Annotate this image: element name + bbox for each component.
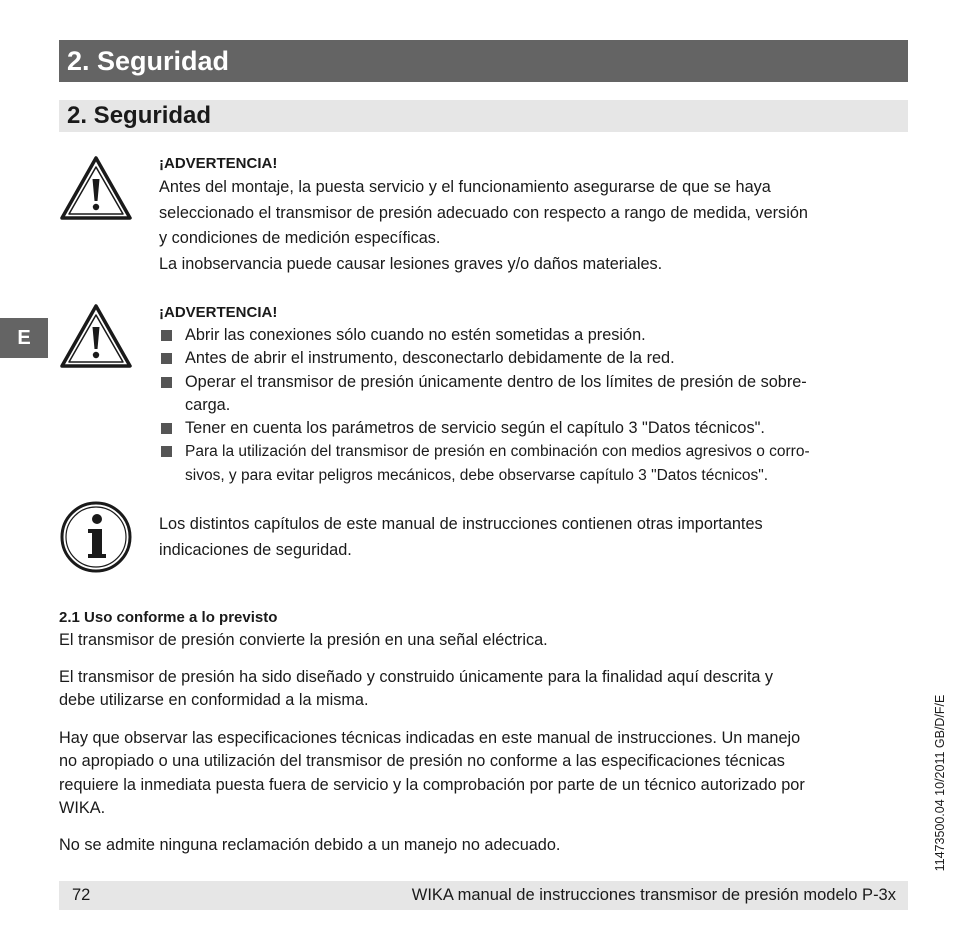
list-item: Tener en cuenta los parámetros de servicio según el capítulo 3 "Datos técnicos".: [159, 417, 919, 440]
warning-block-2: [159, 302, 919, 487]
section-title-bar: 2. Seguridad: [59, 100, 908, 132]
info-icon: [59, 500, 133, 574]
warning-heading-1: ¡ADVERTENCIA!: [159, 155, 278, 172]
footer-bar: [59, 881, 908, 910]
paragraph-line: no apropiado o una utilización del transmisor de presión no conforme a las especificaciones técnicas: [59, 752, 785, 771]
paragraph-line: WIKA.: [59, 798, 106, 817]
document-code: 11473500.04 10/2011 GB/D/F/E: [933, 694, 947, 872]
paragraph-line: Hay que observar las especificaciones técnicas indicadas en este manual de instrucciones. Un manejo: [59, 729, 801, 747]
warning-text-line: y condiciones de medición específicas.: [159, 229, 441, 247]
list-item: Operar el transmisor de presión únicamente dentro de los límites de presión de sobre- carga.: [159, 371, 919, 418]
warning-triangle-icon: [59, 302, 133, 370]
paragraph: El transmisor de presión convierte la presión en una señal eléctrica.: [59, 631, 548, 650]
warning-text-line: seleccionado el transmisor de presión adecuado con respecto a rango de medida, versión: [159, 203, 808, 222]
page-number: 72: [72, 886, 91, 904]
list-item: Para la utilización del transmisor de presión en combinación con medios agresivos o corro- sivos, y para evitar peligros mecánicos, debe observarse capítulo 3 "Datos técnicos".: [159, 440, 919, 487]
paragraph-3: [59, 727, 914, 820]
paragraph-line: No se admite ninguna reclamación debido a un manejo no adecuado.: [59, 836, 561, 854]
list-item: Abrir las conexiones sólo cuando no estén sometidas a presión.: [159, 324, 919, 347]
language-tab: E: [0, 318, 48, 358]
section-2-1: [59, 606, 914, 653]
footer-manual-title: WIKA manual de instrucciones transmisor de presión modelo P-3x: [411, 886, 896, 904]
warning-block-1: [159, 153, 808, 277]
warning-heading-2: ¡ADVERTENCIA!: [159, 304, 278, 321]
warning-text-line: Antes del montaje, la puesta servicio y el funcionamiento asegurarse de que se haya: [159, 178, 771, 196]
paragraph-2: [59, 666, 914, 713]
info-block: [159, 512, 763, 563]
list-item: Antes de abrir el instrumento, desconectarlo debidamente de la red.: [159, 347, 919, 370]
paragraph-line: requiere la inmediata puesta fuera de servicio y la comprobación por parte de un técnico autorizado por: [59, 775, 805, 794]
paragraph-4: [59, 834, 914, 857]
warning-triangle-icon: [59, 154, 133, 222]
warning-bullet-list: [159, 324, 919, 487]
info-text-line: Los distintos capítulos de este manual de instrucciones contienen otras importantes: [159, 515, 763, 533]
paragraph-line: El transmisor de presión ha sido diseñado y construido únicamente para la finalidad aquí descrita y: [59, 668, 774, 686]
info-text-line: indicaciones de seguridad.: [159, 540, 352, 559]
subsection-heading: 2.1 Uso conforme a lo previsto: [59, 609, 278, 626]
chapter-title-bar: 2. Seguridad: [59, 40, 908, 82]
paragraph-line: debe utilizarse en conformidad a la misma.: [59, 691, 369, 710]
warning-text-line: La inobservancia puede causar lesiones graves y/o daños materiales.: [159, 254, 663, 273]
